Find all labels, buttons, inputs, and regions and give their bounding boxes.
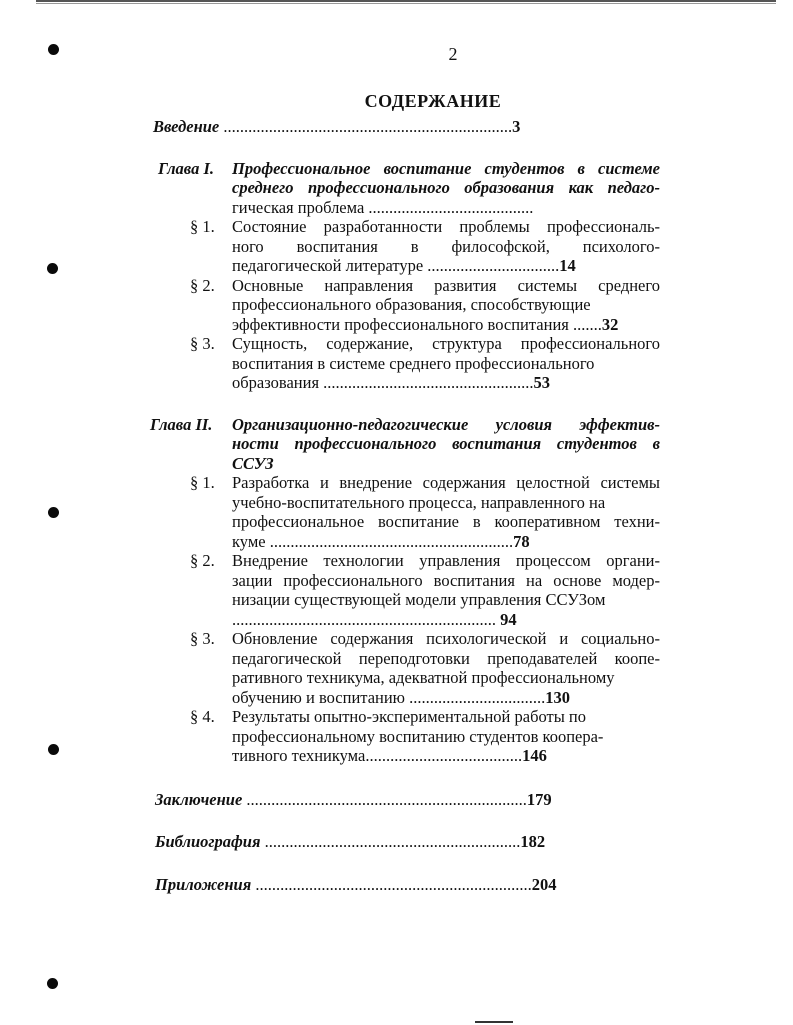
hole-punch-mark [47,978,58,989]
scan-edge-line [36,0,776,2]
toc-page: 94 [500,609,517,629]
spacer [150,852,660,875]
toc-page: 179 [526,789,552,809]
chapter-title: Профессиональное воспитание студентов в системе среднего профессионального образования как педаго- гическая проблема ........................................ [232,158,660,217]
chapter-label: Глава I. [158,158,214,178]
toc-page: 53 [533,373,551,392]
spacer [150,766,660,790]
section-label: § 1. [190,473,215,492]
page-title: СОДЕРЖАНИЕ [364,91,502,111]
toc-page: 78 [513,531,530,551]
spacer [150,137,660,159]
toc-chapter-1[interactable] [150,159,660,218]
toc-page: 204 [531,874,557,894]
toc-leader: .................................................................... [242,789,527,809]
toc-label: Библиография [155,832,261,851]
hole-punch-mark [48,507,59,518]
toc-page: 3 [512,117,521,136]
toc-page: 32 [601,314,619,334]
toc-section-1-2[interactable]: § 2. Основные направления развития системы среднего профессионального образования, способствующие эффективности профессионального воспитания .......32 [190,275,660,334]
page-number: 2 [448,44,458,64]
toc-section-2-4[interactable]: § 4. Результаты опытно-экспериментальной работы по профессиональному воспитанию студентов коопера- тивного техникума......................................146 [190,707,604,765]
section-label: § 1. [190,217,215,236]
scan-bottom-mark [475,1021,513,1023]
toc-leader: ................................................................... [251,874,532,894]
toc-entry-introduction[interactable] [153,117,660,137]
spacer [150,393,660,415]
toc-entry-bibliography[interactable] [155,832,660,852]
toc-label: Заключение [155,789,243,809]
chapter-title: Организационно-педагогические условия эффектив- ности профессионального воспитания студентов в ССУЗ [232,414,660,473]
toc-leader: ...................................................................... [219,117,513,136]
toc-section-2-1[interactable]: § 1. Разработка и внедрение содержания целостной системы учебно-воспитательного процесса, направленного на профессиональное воспитание в кооперативном техни- куме ...........................................................78 [190,473,660,551]
section-label: § 3. [190,629,215,648]
toc-section-2-3[interactable]: § 3. Обновление содержания психологической и социально- педагогической переподготовки преподавателей коопе- ративного техникума, адекватной профессиональному обучению и воспитанию .................................130 [190,629,660,707]
toc-section-1-1[interactable]: § 1. Состояние разработанности проблемы профессиональ- ного воспитания в философской, психолого- педагогической литературе ................................14 [190,217,660,275]
toc-section-1-3[interactable]: § 3. Сущность, содержание, структура профессионального воспитания в системе среднего профессионального образования ...................................................53 [190,334,660,392]
section-label: § 3. [190,334,215,353]
section-label: § 2. [190,551,215,570]
toc-leader: .............................................................. [260,832,521,851]
hole-punch-mark [48,744,59,755]
toc-label: Приложения [155,874,252,894]
toc-section-2-2[interactable]: § 2. Внедрение технологии управления процессом органи- зации профессионального воспитания на основе модер- низации существующей модели управления ССУЗом ................................................................ 94 [190,551,660,629]
toc-label: Введение [153,117,220,136]
toc-entry-appendices[interactable] [155,875,660,895]
scan-edge-line-2 [36,3,776,4]
spacer [150,809,660,832]
section-label: § 2. [190,275,215,295]
section-label: § 4. [190,707,215,726]
toc-page: 146 [522,746,547,765]
toc-entry-conclusion[interactable] [155,790,660,810]
chapter-label: Глава II. [150,414,213,434]
toc-page: 14 [559,256,576,275]
table-of-contents [150,117,660,894]
toc-page: 182 [520,832,546,851]
hole-punch-mark [47,263,58,274]
toc-chapter-2[interactable] [150,415,660,474]
toc-page: 130 [545,687,571,707]
